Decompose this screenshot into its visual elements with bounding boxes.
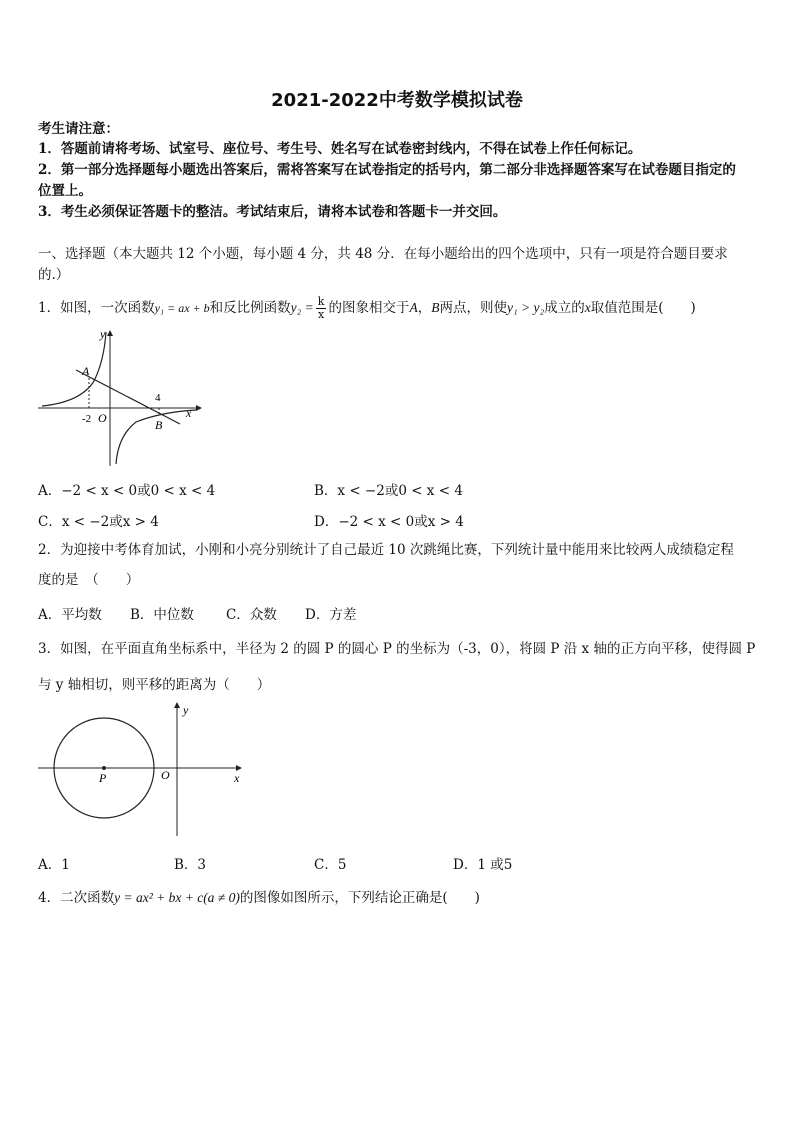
q3-label-p: P (99, 771, 107, 785)
q3-circle-figure (36, 702, 248, 838)
q1-eq2-lhs: y₂ = (290, 300, 314, 315)
question-4-stem (38, 888, 480, 908)
q1-y-arrow (107, 330, 113, 336)
question-2-stem: 2．为迎接中考体育加试，小刚和小亮分别统计了自己最近 10 次跳绳比赛，下列统计量中能用来比较两人成绩稳定程 (38, 542, 734, 558)
q3-option-b[interactable]: B．3 (174, 857, 207, 873)
q3-label-y: y (183, 703, 189, 717)
q1-frac-num: k (317, 295, 325, 308)
q1-label-x: x (186, 406, 192, 420)
q1-x-arrow (196, 405, 202, 411)
q2-option-a[interactable]: A．平均数 (38, 607, 102, 623)
q1-mid4: 成立的 (544, 300, 585, 316)
q3-option-c[interactable]: C．5 (314, 857, 347, 873)
q3-option-a[interactable]: A．1 (38, 857, 70, 873)
q1-var-x: x (584, 300, 591, 315)
section-heading-cont: 的.） (38, 267, 70, 283)
question-3-stem-cont: 与 y 轴相切，则平移的距离为（ ） (38, 677, 271, 693)
q3-option-d[interactable]: D．1 或5 (453, 857, 513, 873)
q1-mid2: 的图象相交于 (328, 300, 410, 316)
notice-item-1: 1．答题前请将考场、试室号、座位号、考生号、姓名写在试卷密封线内，不得在试卷上作任何标记。 (38, 141, 642, 157)
q1-prefix: 1．如图，一次函数 (38, 300, 155, 316)
q1-option-b[interactable]: B．x < −2或0 < x < 4 (314, 483, 463, 499)
q4-prefix: 4．二次函数 (38, 890, 115, 906)
question-1-stem (38, 296, 696, 321)
q1-condition: y₁ > y₂ (506, 300, 545, 315)
q1-option-d[interactable]: D．−2 < x < 0或x > 4 (314, 514, 464, 530)
q1-linear-line (76, 370, 180, 424)
q1-suffix: 取值范围是( ) (590, 300, 696, 316)
q1-mid3: 两点，则使 (439, 300, 507, 316)
q1-hyperbola-left (42, 332, 106, 406)
notice-heading: 考生请注意： (38, 121, 119, 137)
q1-option-a[interactable]: A．−2 < x < 0或0 < x < 4 (38, 483, 216, 499)
q1-fraction (316, 296, 327, 321)
q1-eq1: y₁ = ax + b (154, 301, 210, 315)
section-heading: 一、选择题（本大题共 12 个小题，每小题 4 分，共 48 分．在每小题给出的四个选项中，只有一项是符合题目要求 (38, 246, 728, 262)
q4-suffix: 的图像如图所示，下列结论正确是( ) (239, 890, 480, 906)
q2-option-d[interactable]: D．方差 (305, 607, 357, 623)
q1-tick-neg2: -2 (82, 413, 92, 425)
q2-option-b[interactable]: B．中位数 (130, 607, 194, 623)
q4-equation: y = ax² + bx + c(a ≠ 0) (114, 890, 240, 905)
q3-label-x: x (234, 771, 240, 785)
q2-option-c[interactable]: C．众数 (226, 607, 277, 623)
q1-mid: 和反比例函数 (209, 300, 291, 316)
page-title: 2021-2022中考数学模拟试卷 (271, 90, 523, 111)
q1-point-a: A (409, 300, 418, 315)
q1-comma: ， (417, 300, 432, 316)
q1-label-b: B (155, 418, 163, 432)
q3-label-o: O (161, 768, 170, 782)
question-3-stem: 3．如图，在平面直角坐标系中，半径为 2 的圆 P 的圆心 P 的坐标为（-3，0），将圆 P 沿 x 轴的正方向平移，使得圆 P (38, 641, 756, 657)
q1-tick-4: 4 (155, 392, 161, 404)
q1-point-b: B (431, 300, 440, 315)
q1-label-a: A (82, 364, 90, 378)
question-2-stem-cont: 度的是 （ ） (38, 572, 140, 588)
q1-frac-den: x (318, 308, 325, 321)
q1-option-c[interactable]: C．x < −2或x > 4 (38, 514, 159, 530)
q1-label-y: y (100, 327, 106, 341)
q1-label-o: O (98, 411, 107, 425)
notice-item-3: 3．考生必须保证答题卡的整洁。考试结束后，请将本试卷和答题卡一并交回。 (38, 204, 507, 220)
q3-center-dot (102, 766, 106, 770)
q3-y-arrow (174, 702, 180, 708)
notice-item-2-cont: 位置上。 (38, 183, 92, 199)
q1-graph-figure (36, 326, 206, 468)
notice-item-2: 2．第一部分选择题每小题选出答案后，需将答案写在试卷指定的括号内，第二部分非选择题答案写在试卷题目指定的 (38, 162, 736, 178)
